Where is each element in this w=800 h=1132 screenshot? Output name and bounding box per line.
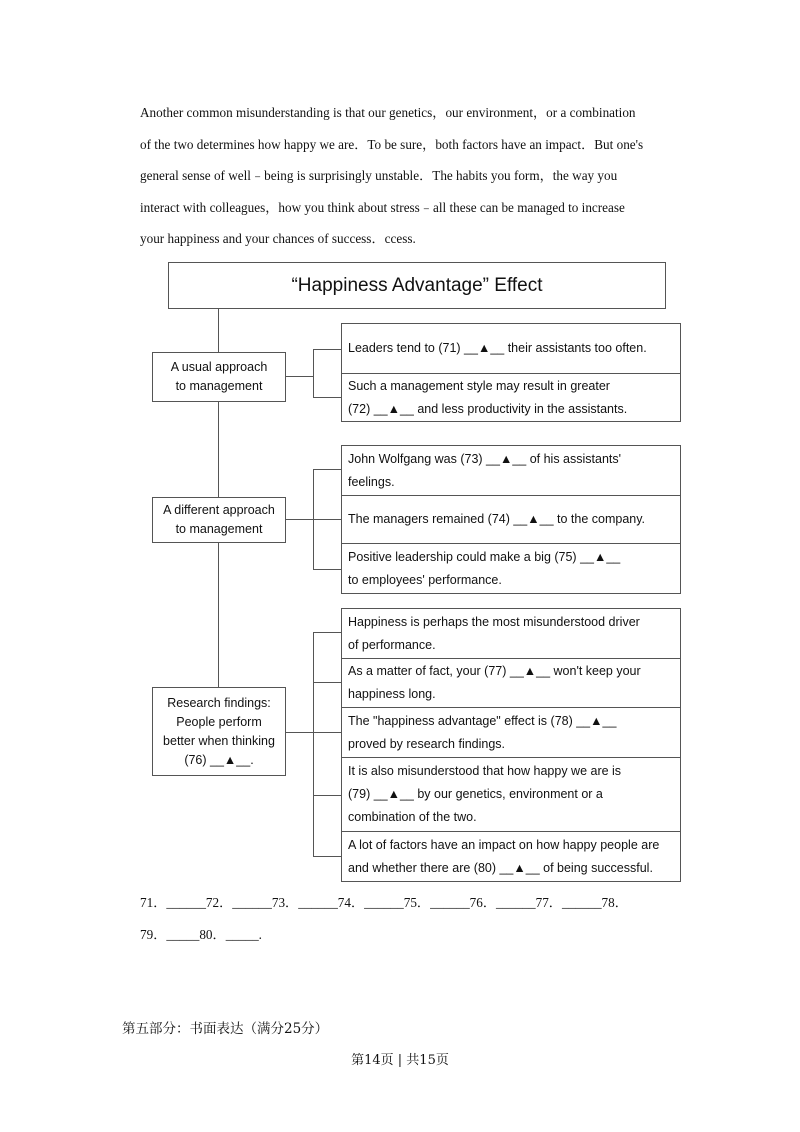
finding-line: Such a management style may result in greater: [348, 379, 610, 393]
category-line: better when thinking: [163, 733, 275, 748]
connector-line: [313, 569, 341, 570]
finding-line: to employees' performance.: [348, 572, 502, 587]
connector-line: [313, 519, 341, 520]
finding-line: As a matter of fact, your (77) __▲__ won't keep your: [348, 664, 641, 678]
finding-cell: [342, 832, 680, 881]
finding-line: and whether there are (80) __▲__ of being successful.: [348, 860, 653, 875]
finding-line: A lot of factors have an impact on how happy people are: [348, 837, 660, 852]
connector-line: [313, 632, 314, 857]
connector-line: [313, 732, 341, 733]
finding-cell: [342, 708, 680, 758]
connector-line: [286, 732, 313, 733]
passage-line: of the two determines how happy we are．To be sure，both factors have an impact．But one's: [140, 136, 644, 152]
finding-line: (79) __▲__ by our genetics, environment or a: [348, 787, 603, 801]
finding-line: The managers remained (74) __▲__ to the company.: [348, 512, 646, 526]
diagram-title: “Happiness Advantage” Effect: [168, 262, 666, 309]
finding-line: Leaders tend to (71) __▲__ their assistants too often.: [348, 341, 647, 355]
passage-line: Another common misunderstanding is that our genetics，our environment，or a combination: [140, 105, 636, 120]
category-usual-approach: [152, 352, 286, 402]
answer-blanks: 79．_____80．_____.: [140, 927, 262, 942]
finding-line: feelings.: [348, 474, 395, 489]
category-line: Research findings:: [167, 695, 271, 710]
connector-line: [286, 376, 313, 377]
connector-line: [313, 682, 341, 683]
findings-group: [341, 608, 681, 882]
answer-blanks: 71．______72．______73．______74．______75．______76．______77．______78．: [140, 895, 628, 910]
category-different-approach: [152, 497, 286, 543]
connector-line: [313, 856, 341, 857]
connector-line: [218, 308, 219, 352]
finding-cell: [342, 544, 680, 593]
finding-line: Happiness is perhaps the most misunderstood driver: [348, 614, 640, 629]
connector-line: [313, 349, 341, 350]
finding-cell: [342, 496, 680, 544]
passage-line: interact with colleagues，how you think about stress﹣all these can be managed to increase: [140, 199, 625, 215]
finding-line: happiness long.: [348, 687, 436, 701]
connector-line: [313, 632, 341, 633]
page-footer: 第14页 | 共15页: [351, 1053, 449, 1068]
connector-line: [313, 397, 341, 398]
finding-line: proved by research findings.: [348, 736, 506, 751]
findings-group: [341, 445, 681, 594]
section-title: 第五部分：书面表达（满分25分）: [122, 1021, 329, 1037]
finding-cell: [342, 446, 680, 496]
passage-line: your happiness and your chances of success．ccess.: [140, 231, 416, 247]
category-research-findings: [152, 687, 286, 776]
finding-line: combination of the two.: [348, 810, 477, 824]
category-line: People perform: [176, 714, 262, 729]
finding-line: The "happiness advantage" effect is (78) __▲__: [348, 713, 617, 728]
finding-line: John Wolfgang was (73) __▲__ of his assistants': [348, 451, 622, 466]
connector-line: [313, 795, 341, 796]
category-line: to management: [175, 379, 263, 393]
connector-line: [286, 519, 313, 520]
connector-line: [218, 402, 219, 497]
finding-cell: [342, 374, 680, 422]
connector-line: [313, 349, 314, 398]
finding-cell: [342, 758, 680, 832]
category-line: A usual approach: [170, 360, 268, 374]
finding-line: Positive leadership could make a big (75) __▲__: [348, 549, 621, 564]
finding-cell: [342, 659, 680, 708]
category-line: (76) __▲__.: [184, 752, 254, 767]
connector-line: [313, 469, 341, 470]
finding-line: (72) __▲__ and less productivity in the assistants.: [348, 402, 628, 416]
category-line: to management: [175, 522, 263, 536]
passage-line: general sense of well﹣being is surprisingly unstable．The habits you form，the way you: [140, 168, 618, 184]
finding-line: of performance.: [348, 637, 436, 652]
connector-line: [218, 543, 219, 687]
finding-cell: [342, 324, 680, 374]
finding-cell: [342, 609, 680, 659]
answer-blanks-line-1: [140, 892, 628, 911]
category-line: A different approach: [163, 503, 275, 517]
finding-line: It is also misunderstood that how happy we are is: [348, 764, 622, 778]
findings-group: [341, 323, 681, 422]
answer-blanks-line-2: [140, 924, 262, 943]
